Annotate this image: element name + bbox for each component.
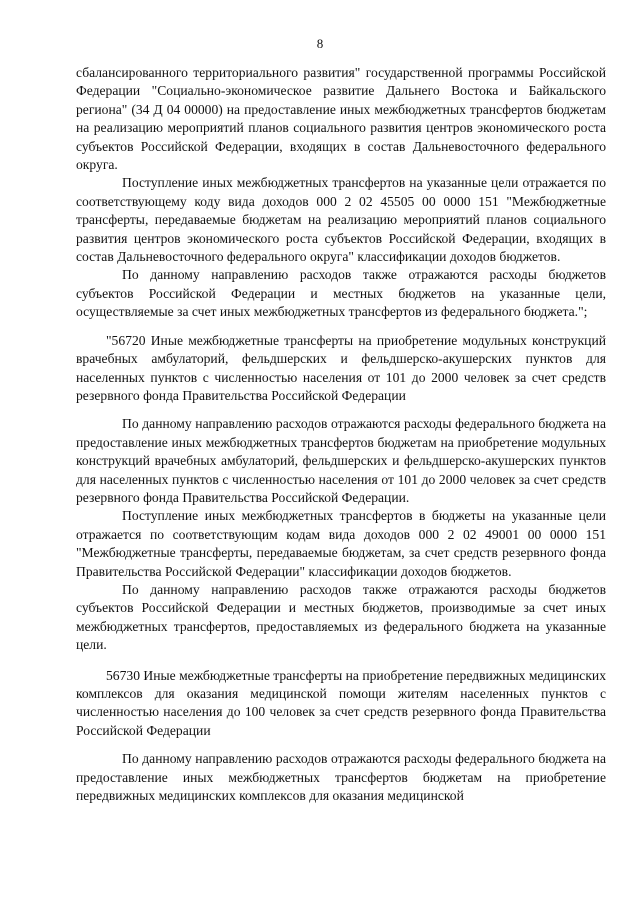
paragraph-regional-expenses: По данному направлению расходов также отражаются расходы бюджетов субъектов Российской Федерации и местных бюджетов на указанные цели, осуществляемые за счет иных межбюджетных трансфертов из федерального бюджета."; [76, 267, 606, 320]
page-number: 8 [316, 36, 324, 51]
section-heading-56730: 56730 Иные межбюджетные трансферты на приобретение передвижных медицинских комплексов для оказания медицинской помощи жителям населенных пунктов с численностью населения до 100 человек за счет средств резервного фонда Правительства Российской Федерации [76, 667, 606, 738]
paragraph-56720-income: Поступление иных межбюджетных трансфертов в бюджеты на указанные цели отражается по соответствующим кодам вида доходов 000 2 02 49001 00 0000 151 "Межбюджетные трансферты, передаваемые бюджетам, за счет средств резервного фонда Правительства Российской Федерации" классификации доходов бюджетов. [76, 508, 606, 579]
paragraph-income-receipt: Поступление иных межбюджетных трансфертов на указанные цели отражается по соответствующему коду вида доходов 000 2 02 45505 00 0000 151 "Межбюджетные трансферты, передаваемые бюджетам на реализацию мероприятий планов социального развития центров экономического роста субъектов Российской Федерации, входящих в состав Дальневосточного федерального округа" классификации доходов бюджетов. [76, 175, 606, 265]
document-body [76, 64, 606, 805]
paragraph-56720-expenses: По данному направлению расходов отражаются расходы федерального бюджета на предоставление иных межбюджетных трансфертов бюджетам на приобретение модульных конструкций врачебных амбулаторий, фельдшерских и фельдшерско-акушерских пунктов для населенных пунктов с численностью населения от 101 до 2000 человек за счет средств резервного фонда Правительства Российской Федерации. [76, 416, 606, 505]
section-heading-56720: "56720 Иные межбюджетные трансферты на приобретение модульных конструкций врачебных амбулаторий, фельдшерских и фельдшерско-акушерских пунктов для населенных пунктов с численностью населения от 101 до 2000 человек за счет средств резервного фонда Правительства Российской Федерации [76, 332, 606, 403]
paragraph-continuation: сбалансированного территориального развития" государственной программы Российской Федерации "Социально-экономическое развитие Дальнего Востока и Байкальского региона" (34 Д 04 00000) на предоставление иных межбюджетных трансфертов бюджетам на реализацию мероприятий планов социального развития центров экономического роста субъектов Российской Федерации, входящих в состав Дальневосточного федерального округа. [76, 65, 606, 173]
paragraph-56730-expenses: По данному направлению расходов отражаются расходы федерального бюджета на предоставление иных межбюджетных трансфертов бюджетам на приобретение передвижных медицинских комплексов для оказания медицинской [76, 751, 606, 804]
paragraph-56720-regional: По данному направлению расходов также отражаются расходы бюджетов субъектов Российской Федерации и местных бюджетов, производимые за счет иных межбюджетных трансфертов, предоставляемых из федерального бюджета на указанные цели. [76, 581, 606, 653]
